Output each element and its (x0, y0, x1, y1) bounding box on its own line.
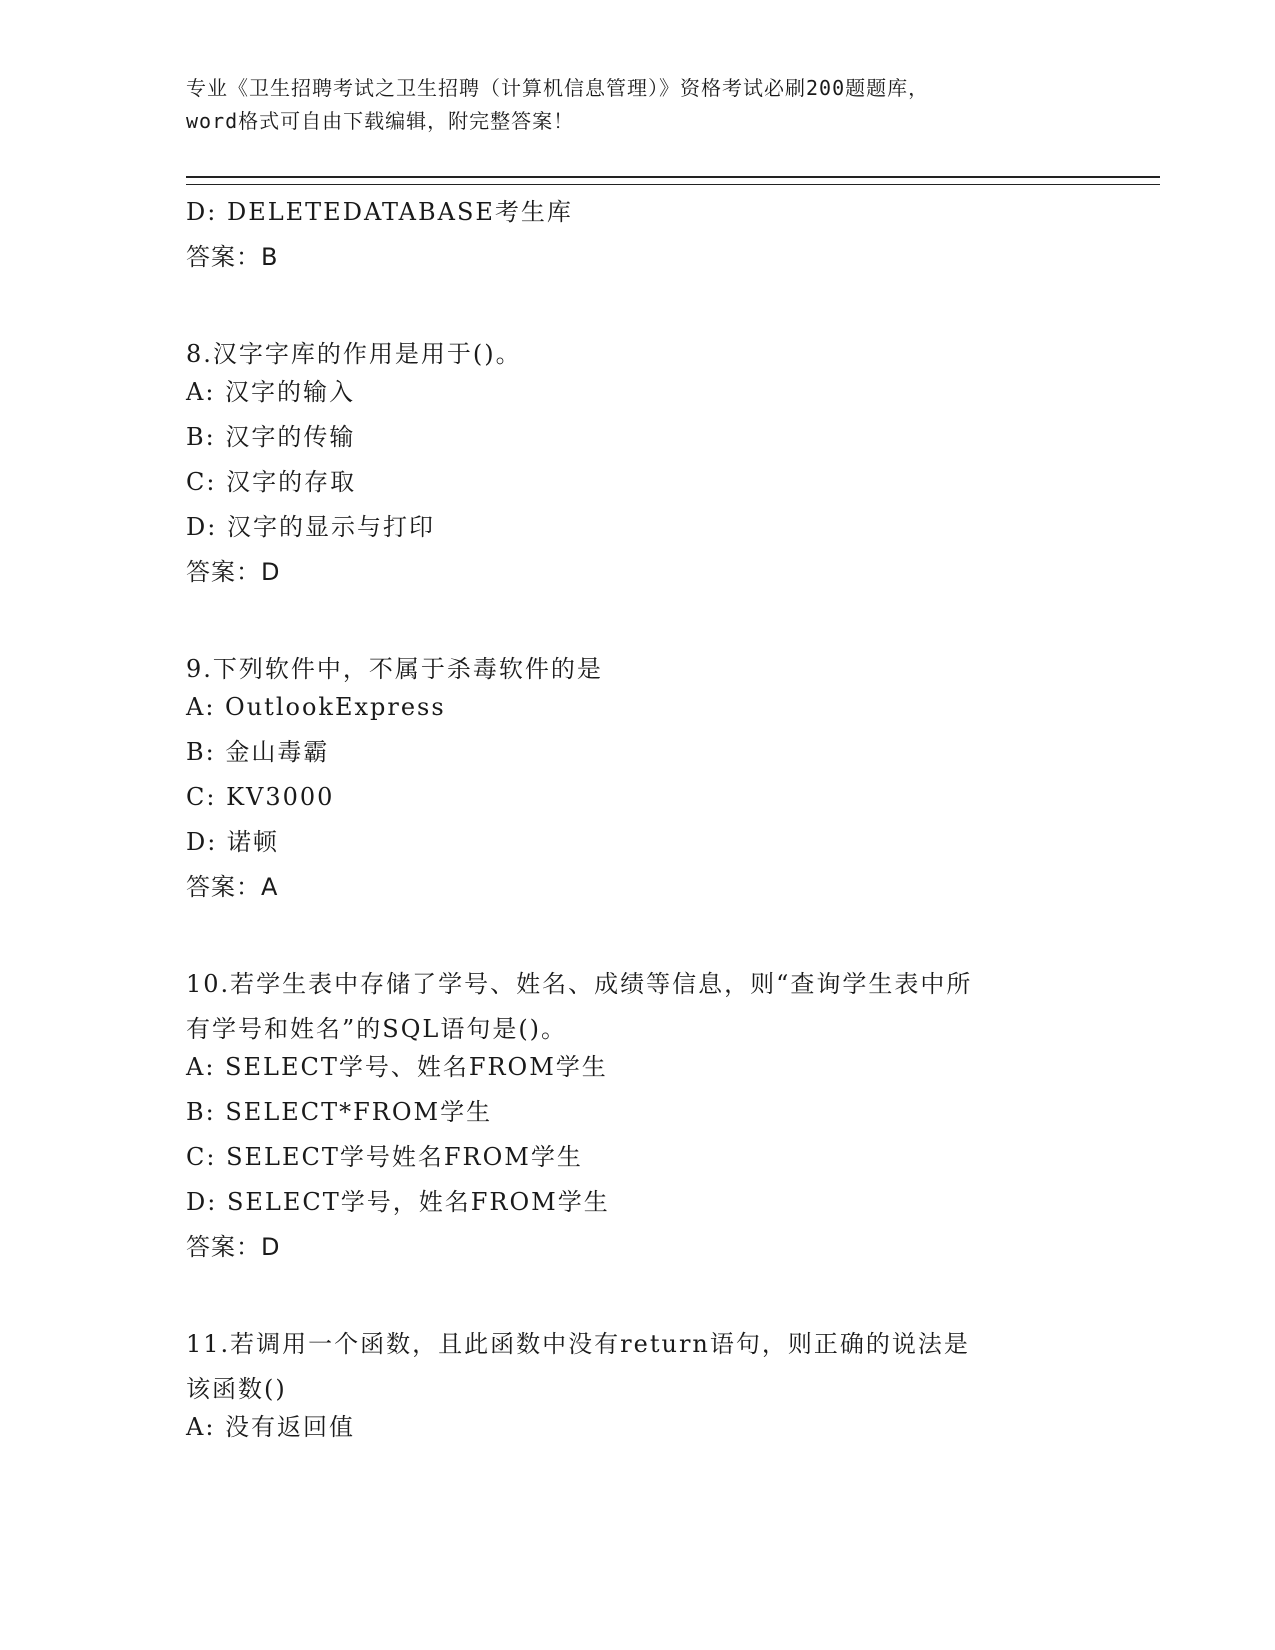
stem-line: 11.若调用一个函数，且此函数中没有return语句，则正确的说法是 (186, 1330, 970, 1358)
option-c: C: SELECT学号姓名FROM学生 (186, 1143, 583, 1171)
option-d: D: 汉字的显示与打印 (186, 513, 435, 541)
question-stem (186, 647, 1160, 692)
option-c: C: KV3000 (186, 783, 335, 811)
document-header (186, 72, 1160, 138)
option-a: A: OutlookExpress (186, 693, 446, 721)
option-a: A: SELECT学号、姓名FROM学生 (186, 1053, 608, 1081)
header-line-2: word格式可自由下载编辑，附完整答案！ (186, 109, 575, 133)
option-c: C: 汉字的存取 (186, 468, 357, 496)
header-divider (186, 176, 1160, 185)
option-b: B: 汉字的传输 (186, 423, 356, 451)
stem-line: 9.下列软件中，不属于杀毒软件的是 (186, 655, 603, 683)
question-8 (186, 332, 1160, 587)
option-b: B: 金山毒霸 (186, 738, 330, 766)
question-9 (186, 647, 1160, 902)
option-a: A: 没有返回值 (186, 1413, 356, 1441)
header-line-1: 专业《卫生招聘考试之卫生招聘（计算机信息管理）》资格考试必刷200题题库， (186, 76, 930, 100)
question-10 (186, 962, 1160, 1262)
option-d: D: 诺顿 (186, 828, 279, 856)
question-stem (186, 962, 1160, 1052)
answer: 答案：A (186, 873, 279, 901)
option-b: B: SELECT*FROM学生 (186, 1098, 493, 1126)
stem-line: 该函数() (186, 1375, 287, 1403)
question-stem (186, 1322, 1160, 1412)
answer: 答案：D (186, 558, 281, 586)
stem-line: 8.汉字字库的作用是用于()。 (186, 340, 522, 368)
question-11 (186, 1322, 1160, 1442)
document-page (186, 72, 1160, 1457)
answer: 答案：B (186, 243, 279, 271)
question-stem (186, 332, 1160, 377)
option-d: D: DELETEDATABASE考生库 (186, 198, 573, 226)
stem-line: 有学号和姓名”的SQL语句是()。 (186, 1015, 568, 1043)
option-a: A: 汉字的输入 (186, 378, 356, 406)
prev-question (186, 197, 1160, 272)
option-d: D: SELECT学号，姓名FROM学生 (186, 1188, 610, 1216)
answer: 答案：D (186, 1233, 281, 1261)
stem-line: 10.若学生表中存储了学号、姓名、成绩等信息，则“查询学生表中所 (186, 970, 973, 998)
